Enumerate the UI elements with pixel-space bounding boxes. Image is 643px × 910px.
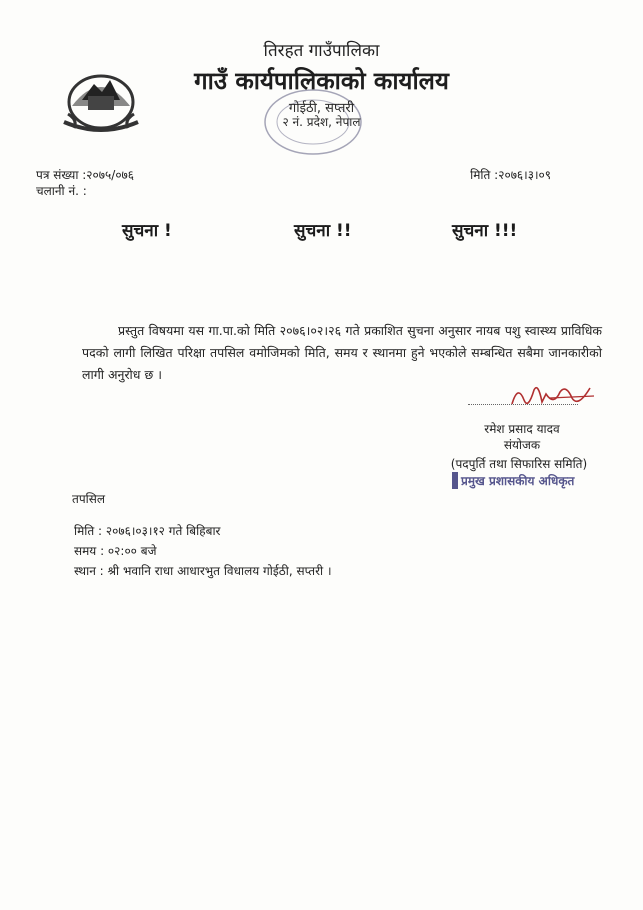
office-title: गाउँ कार्यपालिकाको कार्यालय: [194, 67, 449, 95]
signature-line: [468, 404, 578, 405]
officer-stamp: प्रमुख प्रशासकीय अधिकृत: [452, 472, 574, 489]
office-address: गोईठी, सप्तरी: [288, 101, 355, 116]
notice-heading-3: सुचना !!!: [452, 221, 518, 241]
exam-date: मिति : २०७६।०३।१२ गते बिहिबार: [74, 524, 221, 538]
notice-heading-1: सुचना !: [122, 221, 172, 241]
signatory-role: संयोजक: [503, 438, 541, 452]
signatory-committee: (पदपुर्ति तथा सिफारिस समिति): [450, 457, 588, 471]
notice-body: प्रस्तुत विषयमा यस गा.पा.को मिति २०७६।०२।२६ गते प्रकाशित सुचना अनुसार नायब पशु स्वास्थ्य प्राविधिक पदको लागी लिखित परिक्षा तपसिल वमोजिमको मिति, समय र स्थानमा हुने भएकोले सम्बन्धित सबैमा जानकारीको लागी अनुरोध छ ।: [82, 323, 602, 382]
letter-date: मिति :२०७६।३।०९: [470, 168, 551, 182]
reference-number: पत्र संख्या :२०७५/०७६: [36, 168, 135, 182]
office-province: २ नं. प्रदेश, नेपाल: [282, 115, 361, 129]
exam-place: स्थान : श्री भवानि राधा आधारभुत विधालय गोईठी, सप्तरी ।: [74, 564, 332, 578]
notice-heading-2: सुचना !!: [294, 221, 352, 241]
signatory-name: रमेश प्रसाद यादव: [484, 422, 560, 436]
details-heading: तपसिल: [72, 492, 106, 506]
exam-time: समय : ०२:०० बजे: [74, 544, 157, 558]
dispatch-number: चलानी नं. :: [36, 184, 87, 198]
handwritten-signature-icon: [506, 380, 596, 414]
municipality-name: तिरहत गाउँपालिका: [263, 41, 380, 61]
